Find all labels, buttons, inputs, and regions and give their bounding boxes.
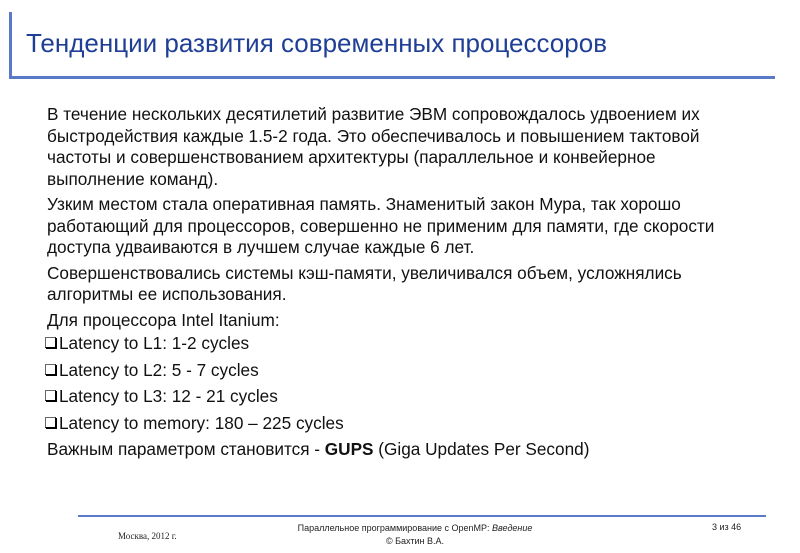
paragraph-2: Узким местом стала оперативная память. Знаменитый закон Мура, так хорошо работающий для процессоров, совершенно не применим для памяти, где скорости доступа удваиваются в лучшем случае каждые 6 лет. — [47, 194, 715, 257]
gups-term: GUPS — [324, 439, 374, 459]
footer-location-date: Москва, 2012 г. — [118, 531, 177, 541]
gups-prefix: Важным параметром становится - — [47, 439, 325, 459]
footer-course-section: Введение — [492, 523, 533, 533]
page-number: 3 из 46 — [712, 522, 742, 532]
bullet-item — [45, 360, 747, 382]
slide-title: Тенденции развития современных процессоров — [26, 28, 608, 58]
checkbox-bullet-icon — [45, 337, 56, 348]
slide-body — [47, 104, 747, 465]
footer-course-title: Параллельное программирование с OpenMP: — [297, 523, 493, 533]
bullet-text: Latency to L2: 5 - 7 cycles — [59, 359, 259, 380]
bullet-text: Latency to L1: 1-2 cycles — [59, 333, 250, 353]
title-underline — [9, 76, 775, 79]
title-accent-vertical — [9, 12, 12, 79]
checkbox-bullet-icon — [45, 364, 56, 375]
bullet-item — [45, 333, 747, 355]
gups-line — [47, 439, 747, 461]
checkbox-bullet-icon — [45, 417, 56, 428]
checkbox-bullet-icon — [45, 390, 56, 401]
bullet-item — [45, 386, 747, 408]
paragraph-3: Совершенствовались системы кэш-памяти, увеличивался объем, усложнялись алгоритмы ее использования. — [47, 262, 682, 304]
paragraph-1: В течение нескольких десятилетий развитие ЭВМ сопровождалось удвоением их быстродействия каждые 1.5-2 года. Это обеспечивалось и повышением тактовой частоты и совершенствованием архитектуры (параллельное и конвейерное выполнение команд). — [47, 104, 700, 189]
bullet-text: Latency to memory: 180 – 225 cycles — [59, 412, 344, 433]
paragraph-4: Для процессора Intel Itanium: — [47, 309, 280, 330]
gups-suffix: (Giga Updates Per Second) — [373, 439, 590, 459]
bullet-text: Latency to L3: 12 - 21 cycles — [59, 386, 278, 406]
footer-course — [255, 522, 575, 548]
footer-divider — [78, 515, 766, 517]
bullet-item — [45, 413, 747, 435]
footer-author: © Бахтин В.А. — [385, 536, 445, 546]
